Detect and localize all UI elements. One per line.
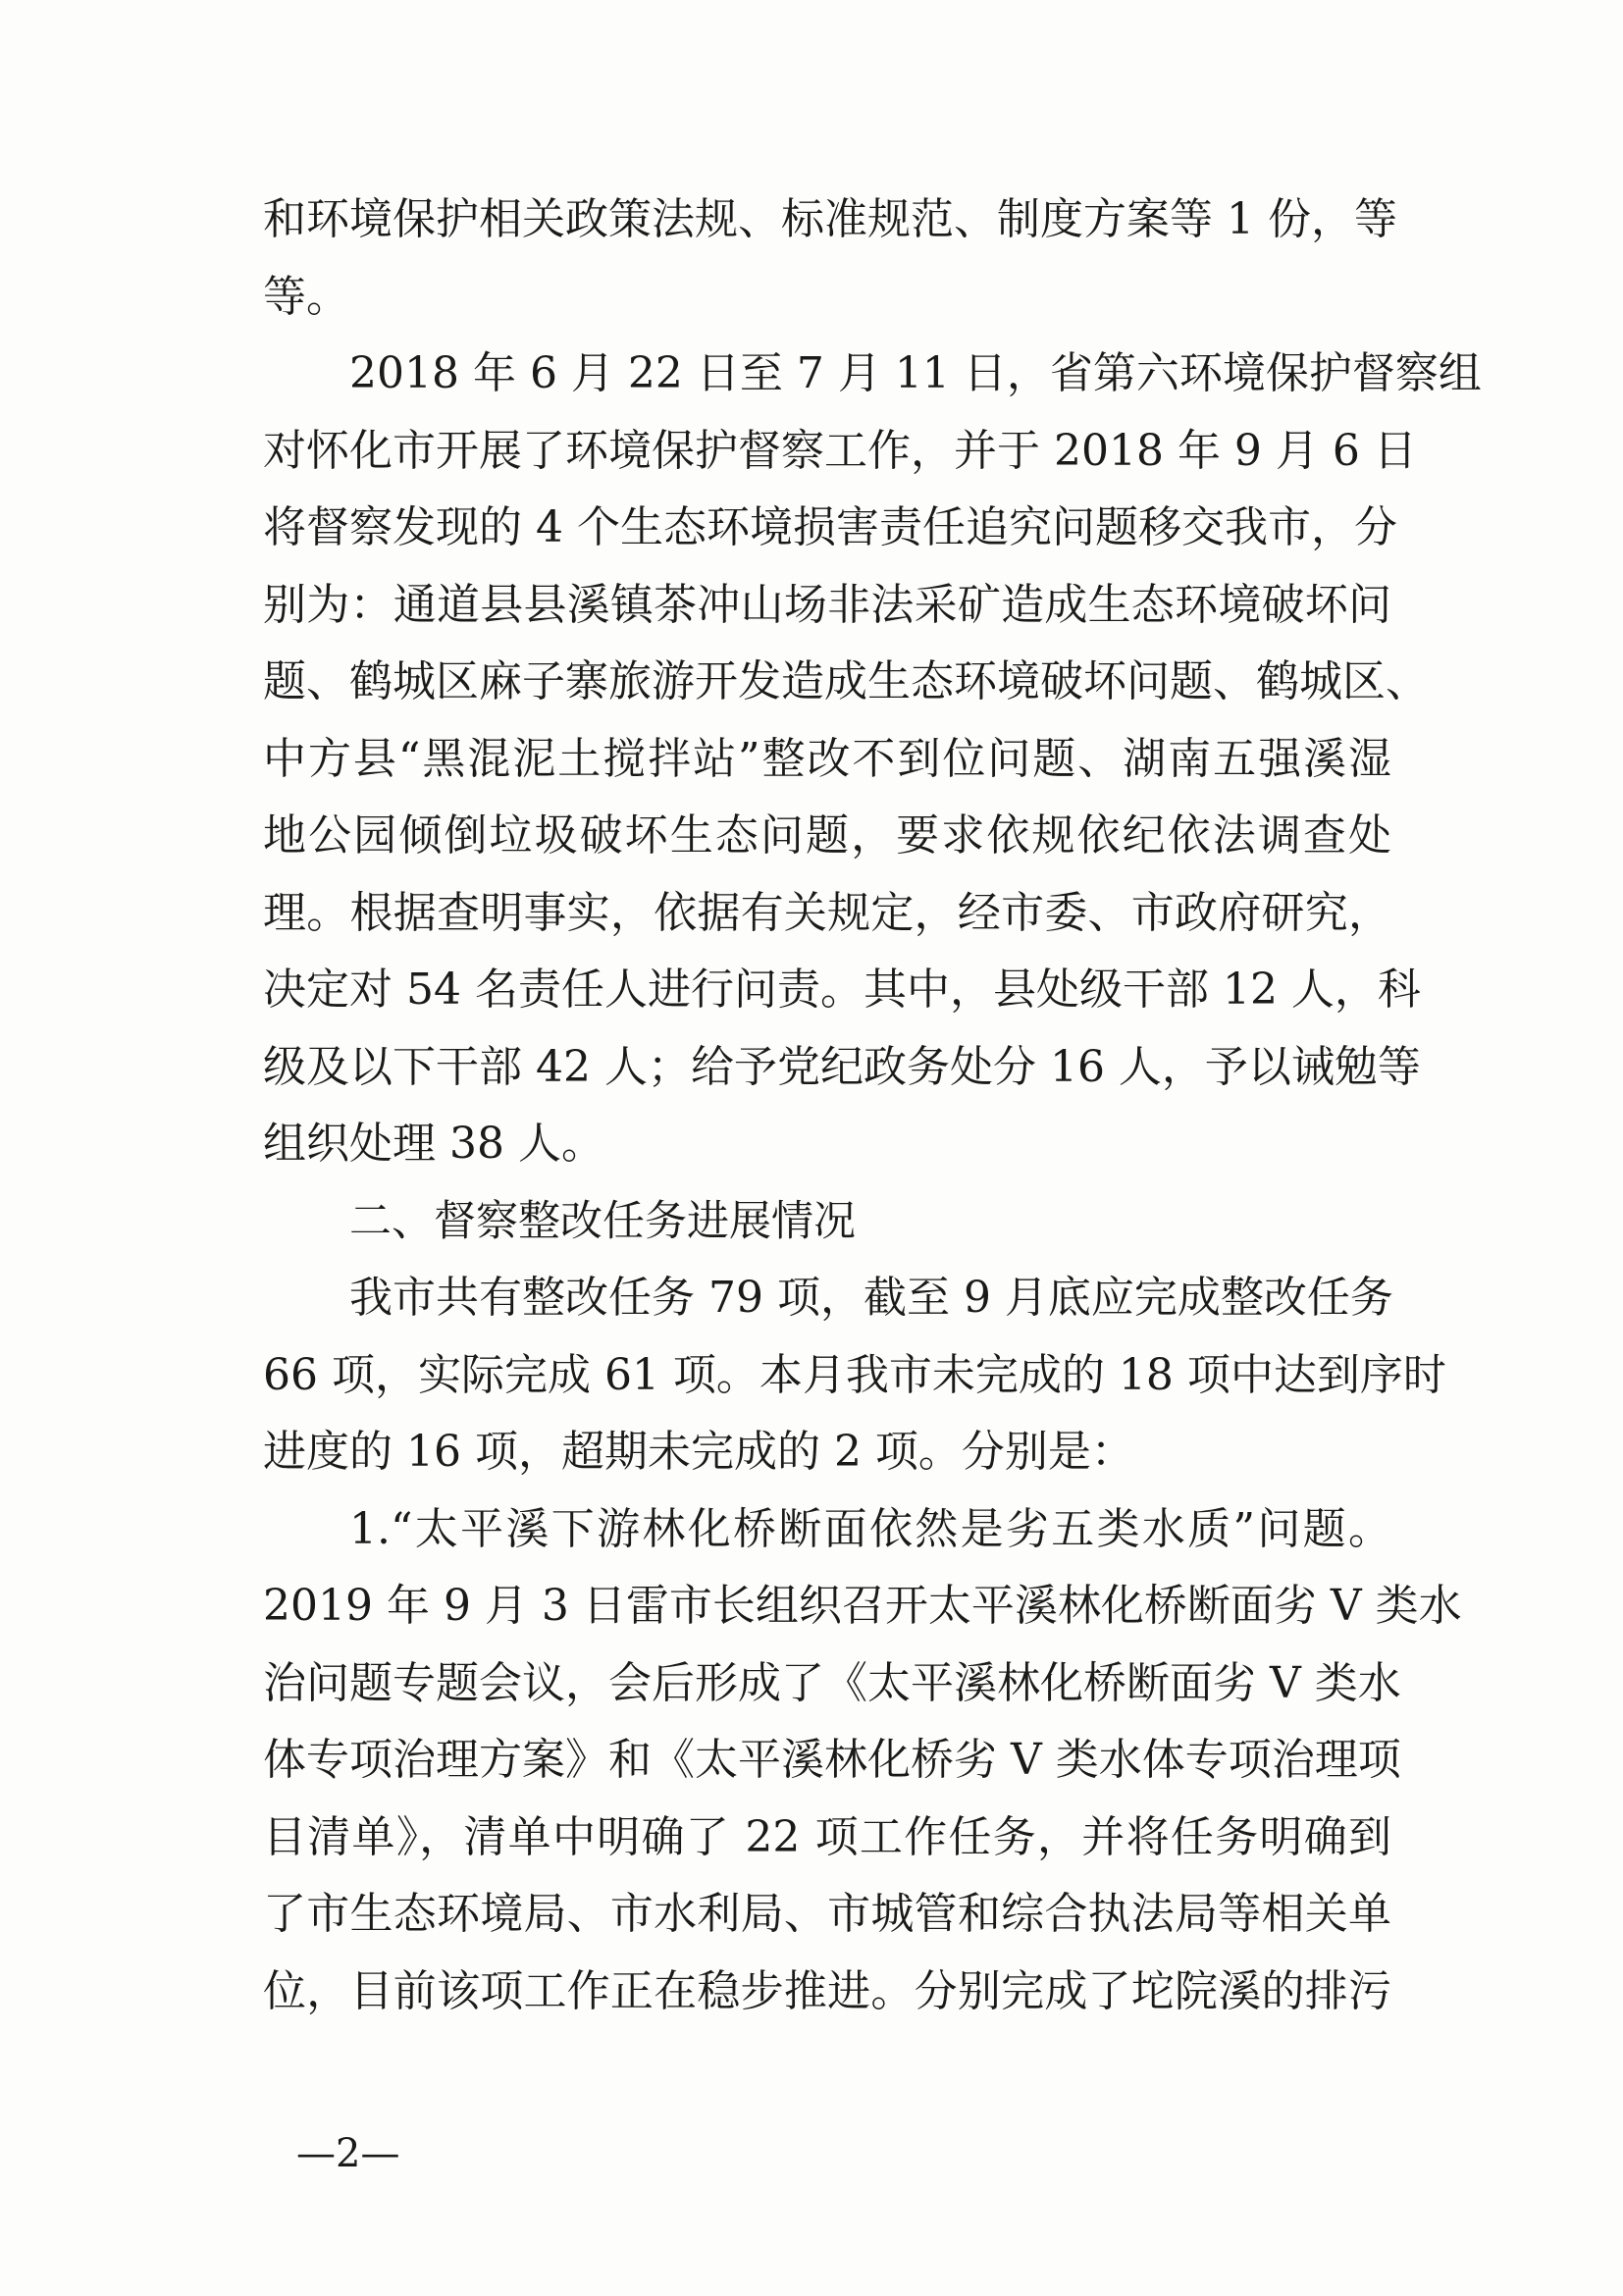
text-line: 组织处理 38 人。: [263, 1119, 604, 1169]
text-line: 和环境保护相关政策法规、标准规范、制度方案等 1 份，等: [263, 194, 1397, 244]
text-line: 我市共有整改任务 79 项，截至 9 月底应完成整改任务: [349, 1273, 1393, 1323]
text-line: 理。根据查明事实，依据有关规定，经市委、市政府研究，: [263, 887, 1391, 938]
text-line: 进度的 16 项，超期未完成的 2 项。分别是：: [263, 1427, 1134, 1477]
text-line: 别为：通道县县溪镇茶冲山场非法采矿造成生态环境破坏问: [263, 579, 1391, 630]
text-line: 2019 年 9 月 3 日雷市长组织召开太平溪林化桥断面劣 V 类水: [263, 1581, 1462, 1631]
text-line: 决定对 54 名责任人进行问责。其中，县处级干部 12 人，科: [263, 965, 1421, 1015]
text-line: 了市生态环境局、市水利局、市城管和综合执法局等相关单: [263, 1889, 1391, 1939]
text-line: 地公园倾倒垃圾破坏生态问题，要求依规依纪依法调查处: [263, 810, 1391, 861]
text-line: 66 项，实际完成 61 项。本月我市未完成的 18 项中达到序时: [263, 1349, 1446, 1400]
text-line: 1.“太平溪下游林化桥断面依然是劣五类水质”问题。: [349, 1503, 1391, 1554]
text-line: 中方县“黑混泥土搅拌站”整改不到位问题、湖南五强溪湿: [263, 733, 1391, 784]
text-line: 对怀化市开展了环境保护督察工作，并于 2018 年 9 月 6 日: [263, 425, 1417, 476]
section-heading: 二、督察整改任务进展情况: [349, 1196, 856, 1246]
page-number: —2—: [296, 2131, 400, 2176]
text-line: 2018 年 6 月 22 日至 7 月 11 日，省第六环境保护督察组: [349, 348, 1482, 398]
text-line: 将督察发现的 4 个生态环境损害责任追究问题移交我市，分: [263, 502, 1397, 552]
text-line: 级及以下干部 42 人；给予党纪政务处分 16 人，予以诫勉等: [263, 1041, 1421, 1092]
text-line: 治问题专题会议，会后形成了《太平溪林化桥断面劣 V 类水: [263, 1657, 1401, 1708]
text-line: 位，目前该项工作正在稳步推进。分别完成了坨院溪的排污: [263, 1965, 1391, 2016]
text-line: 等。: [263, 271, 349, 322]
text-line: 体专项治理方案》和《太平溪林化桥劣 V 类水体专项治理项: [263, 1735, 1401, 1785]
text-line: 题、鹤城区麻子寨旅游开发造成生态环境破坏问题、鹤城区、: [263, 656, 1429, 706]
text-line: 目清单》，清单中明确了 22 项工作任务，并将任务明确到: [263, 1811, 1391, 1862]
document-body: [263, 182, 1482, 2030]
